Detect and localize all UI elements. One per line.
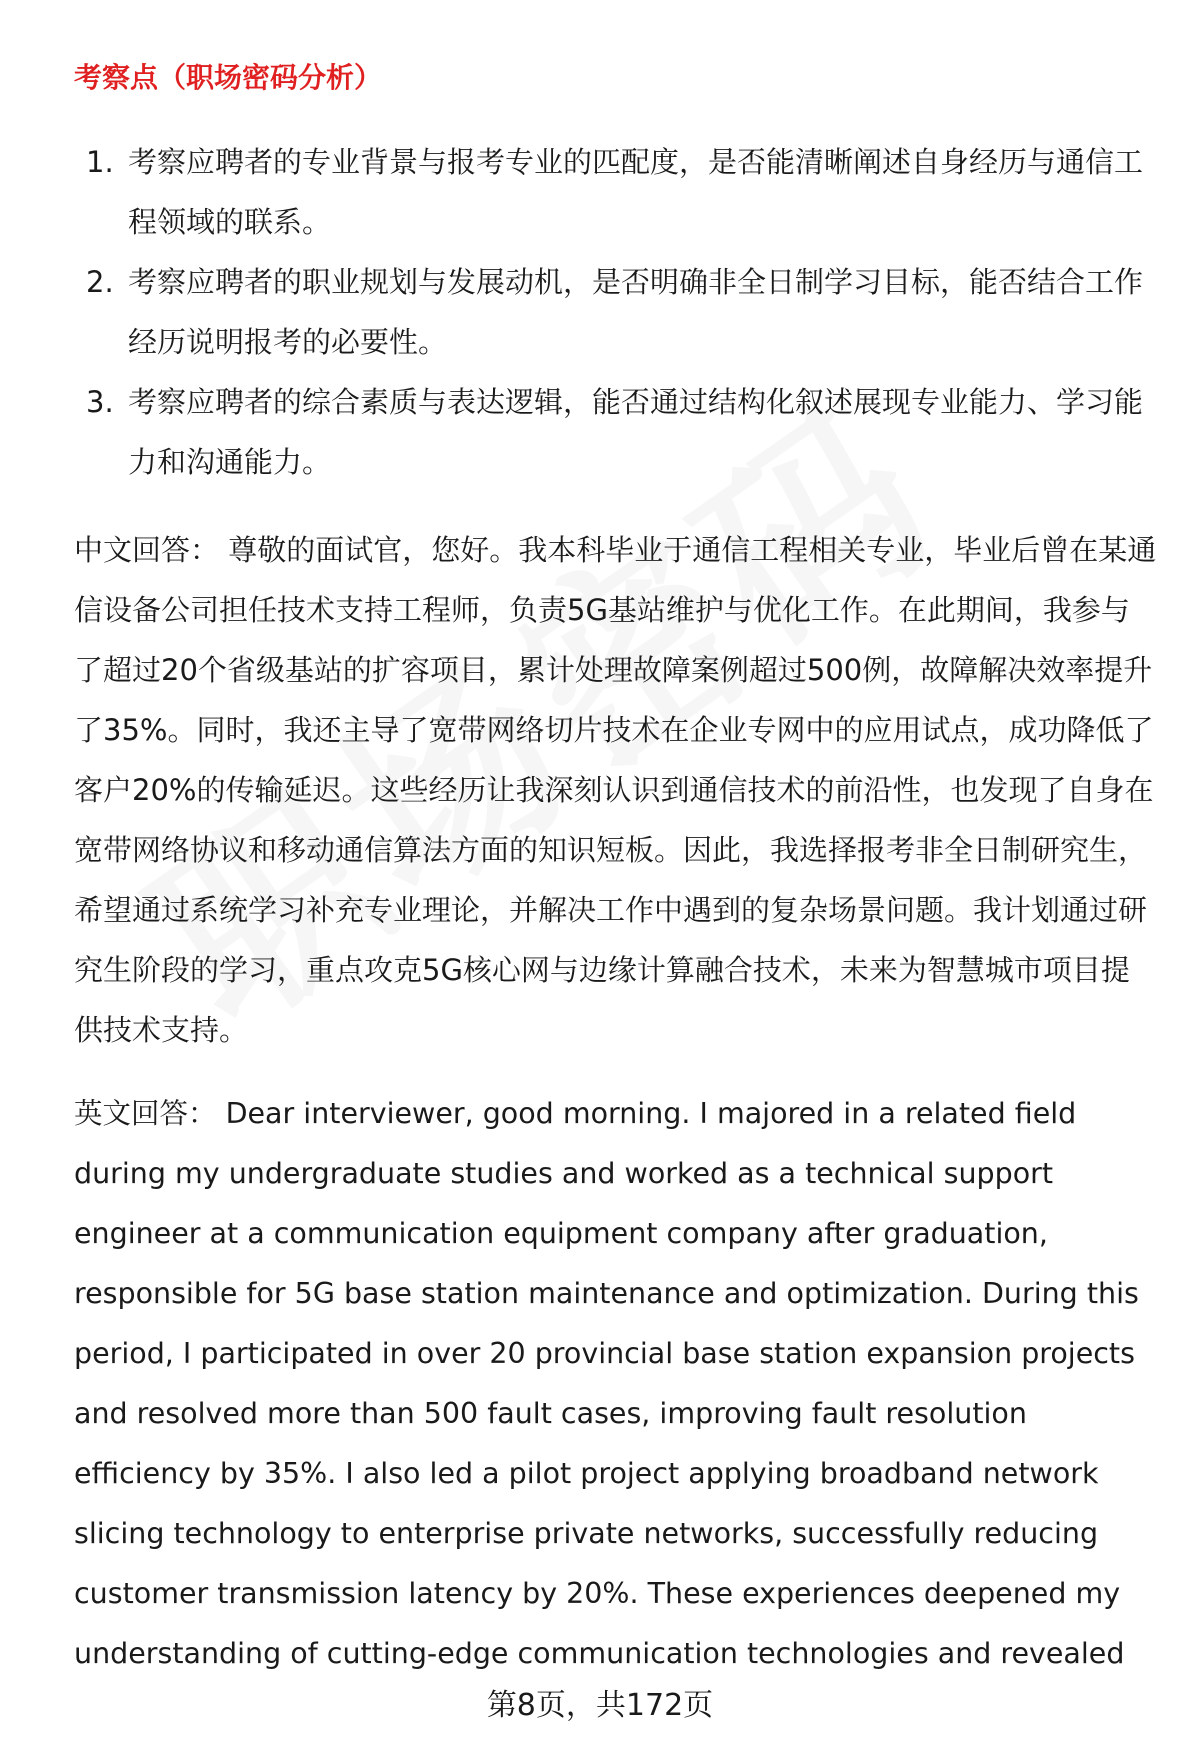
list-item-text: 考察应聘者的专业背景与报考专业的匹配度，是否能清晰阐述自身经历与通信工程领域的联系。 (128, 145, 1144, 239)
list-item-text: 考察应聘者的职业规划与发展动机，是否明确非全日制学习目标，能否结合工作经历说明报考的必要性。 (128, 265, 1144, 359)
list-item-text: 考察应聘者的综合素质与表达逻辑，能否通过结构化叙述展现专业能力、学习能力和沟通能力。 (128, 385, 1144, 479)
list-item (74, 252, 1154, 372)
list-item-number: 2. (86, 265, 114, 299)
page-number: 第8页，共172页 (486, 1688, 714, 1723)
chinese-answer-text: 尊敬的面试官，您好。我本科毕业于通信工程相关专业，毕业后曾在某通信设备公司担任技术支持工程师，负责5G基站维护与优化工作。在此期间，我参与了超过20个省级基站的扩容项目，累计处理故障案例超过500例，故障解决效率提升了35%。同时，我还主导了宽带网络切片技术在企业专网中的应用试点，成功降低了客户20%的传输延迟。这些经历让我深刻认识到通信技术的前沿性，也发现了自身在宽带网络协议和移动通信算法方面的知识短板。因此，我选择报考非全日制研究生，希望通过系统学习补充专业理论，并解决工作中遇到的复杂场景问题。我计划通过研究生阶段的学习，重点攻克5G核心网与边缘计算融合技术，未来为智慧城市项目提供技术支持。 (74, 533, 1157, 1047)
assessment-points-list (74, 132, 1154, 492)
english-answer-label: 英文回答： (74, 1097, 217, 1130)
list-item-number: 1. (86, 145, 114, 179)
english-answer-text: Dear interviewer, good morning. I majored in a related field during my undergraduate studies and worked as a technical support engineer at a communication equipment company after graduation, responsible for 5G base station maintenance and optimization. During this period, I participated in over 20 provincial base station expansion projects and resolved more than 500 fault cases, improving fault resolution efficiency by 35%. I also led a pilot project applying broadband network slicing technology to enterprise private networks, successfully reducing customer transmission latency by 20%. These experiences deepened my understanding of cutting-edge communication technologies and revealed (74, 1097, 1139, 1670)
chinese-answer (74, 520, 1158, 1060)
list-item-number: 3. (86, 385, 114, 419)
list-item (74, 132, 1154, 252)
section-title: 考察点（职场密码分析） (74, 61, 383, 94)
chinese-answer-label: 中文回答： (74, 533, 220, 567)
english-answer (74, 1084, 1158, 1684)
list-item (74, 372, 1154, 492)
